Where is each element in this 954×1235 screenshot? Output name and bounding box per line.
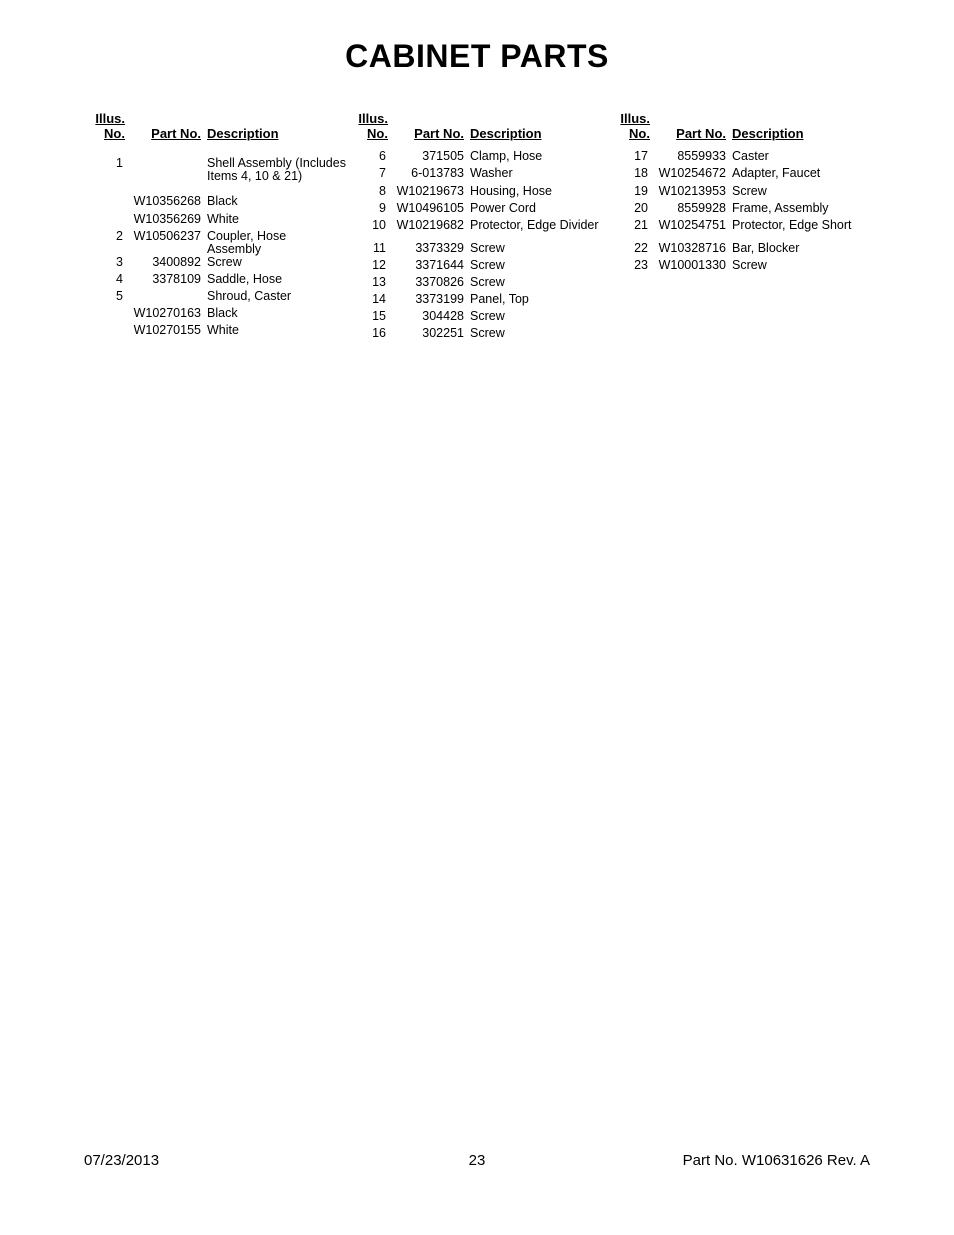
illus-no: 23: [634, 258, 648, 272]
description: Screw: [207, 255, 242, 269]
column-header: [91, 111, 353, 147]
description: Screw: [732, 184, 767, 198]
description: Screw: [470, 275, 505, 289]
header-description: Description: [732, 126, 804, 141]
illus-no: 18: [634, 166, 648, 180]
part-no: W10328716: [658, 241, 726, 255]
parts-column-2: [354, 111, 616, 340]
part-no: W10254751: [658, 218, 726, 232]
illus-no: 5: [116, 289, 123, 303]
part-no: 8559933: [677, 149, 726, 163]
illus-no: 12: [372, 258, 386, 272]
part-no: 8559928: [677, 201, 726, 215]
illus-no: 1: [116, 156, 123, 170]
illus-no: 21: [634, 218, 648, 232]
description: Shroud, Caster: [207, 289, 292, 303]
part-no: W10213953: [658, 184, 726, 198]
description: Screw: [470, 309, 505, 323]
illus-no: 15: [372, 309, 386, 323]
description: Frame, Assembly: [732, 201, 829, 215]
footer-document-part-no: Part No. W10631626 Rev. A: [682, 1152, 870, 1169]
header-part-no: Part No.: [414, 126, 464, 141]
part-no: 3373329: [415, 241, 464, 255]
part-no: W10001330: [658, 258, 726, 272]
part-no: W10506237: [133, 229, 201, 243]
description: Coupler, Hose Assembly: [207, 229, 287, 256]
description: Adapter, Faucet: [732, 166, 821, 180]
parts-column-1: [91, 111, 353, 337]
part-no: W10270155: [133, 323, 201, 337]
illus-no: 6: [379, 149, 386, 163]
header-illus: Illus.: [620, 111, 650, 126]
column-header: [616, 111, 878, 147]
part-no: W10219673: [396, 184, 464, 198]
part-no: 6-013783: [411, 166, 464, 180]
part-no: 3400892: [152, 255, 201, 269]
part-no: W10254672: [658, 166, 726, 180]
header-part-no: Part No.: [676, 126, 726, 141]
description: Housing, Hose: [470, 184, 552, 198]
header-part-no: Part No.: [151, 126, 201, 141]
illus-no: 13: [372, 275, 386, 289]
description: Protector, Edge Short: [732, 218, 852, 232]
parts-column-3: [616, 111, 878, 272]
illus-no: 4: [116, 272, 123, 286]
description: Bar, Blocker: [732, 241, 800, 255]
illus-no: 16: [372, 326, 386, 340]
illus-no: 11: [373, 241, 386, 255]
header-illus: Illus.: [358, 111, 388, 126]
description: Shell Assembly (Includes Items 4, 10 & 21): [207, 156, 346, 183]
description: Screw: [732, 258, 767, 272]
description: Washer: [470, 166, 513, 180]
part-no: 3370826: [415, 275, 464, 289]
illus-no: 20: [634, 201, 648, 215]
illus-no: 10: [372, 218, 386, 232]
part-no: W10270163: [133, 306, 201, 320]
description: Clamp, Hose: [470, 149, 543, 163]
description: Saddle, Hose: [207, 272, 283, 286]
header-description: Description: [470, 126, 542, 141]
header-description: Description: [207, 126, 279, 141]
illus-no: 9: [379, 201, 386, 215]
illus-no: 22: [634, 241, 648, 255]
description: Screw: [470, 241, 505, 255]
header-no: No.: [367, 126, 388, 141]
part-no: 371505: [422, 149, 464, 163]
part-no: W10219682: [396, 218, 464, 232]
part-no: 3373199: [415, 292, 464, 306]
description: Black: [207, 194, 238, 208]
illus-no: 8: [379, 184, 386, 198]
illus-no: 3: [116, 255, 123, 269]
illus-no: 14: [372, 292, 386, 306]
page-title: CABINET PARTS: [345, 38, 609, 74]
column-header: [354, 111, 616, 147]
description: Power Cord: [470, 201, 536, 215]
description: Caster: [732, 149, 769, 163]
description: Screw: [470, 258, 505, 272]
part-no: 3371644: [415, 258, 464, 272]
part-no: 302251: [422, 326, 464, 340]
description: Black: [207, 306, 238, 320]
illus-no: 17: [634, 149, 648, 163]
description: Screw: [470, 326, 505, 340]
description: Protector, Edge Divider: [470, 218, 599, 232]
illus-no: 7: [379, 166, 386, 180]
part-no: W10356269: [133, 212, 201, 226]
footer-page-number: 23: [468, 1152, 486, 1169]
part-no: W10356268: [133, 194, 201, 208]
illus-no: 19: [634, 184, 648, 198]
header-no: No.: [629, 126, 650, 141]
illus-no: 2: [116, 229, 123, 243]
header-illus: Illus.: [95, 111, 125, 126]
description: White: [207, 323, 239, 337]
description: White: [207, 212, 239, 226]
part-no: 304428: [422, 309, 464, 323]
description: Panel, Top: [470, 292, 529, 306]
footer-date: 07/23/2013: [84, 1152, 160, 1169]
header-no: No.: [104, 126, 125, 141]
part-no: 3378109: [152, 272, 201, 286]
part-no: W10496105: [396, 201, 464, 215]
